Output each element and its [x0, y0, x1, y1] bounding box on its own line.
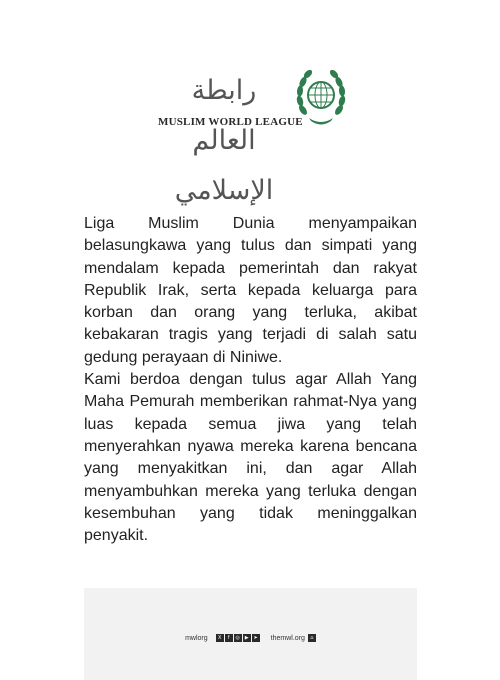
facebook-icon[interactable]: f [225, 634, 233, 642]
mwl-logo [150, 66, 350, 206]
condolence-statement [84, 213, 417, 547]
instagram-icon[interactable]: ◎ [235, 635, 240, 641]
social-icons [216, 634, 261, 642]
x-icon[interactable]: X [216, 634, 224, 642]
home-icon: ⌂ [308, 634, 316, 642]
logo-english-name: MUSLIM WORLD LEAGUE [158, 116, 303, 128]
statement-paragraph-2: Kami berdoa dengan tulus agar Allah Yang Maha Pemurah memberikan rahmat-Nya yang luas kepada semua jiwa yang telah menyerahkan nyawa mereka karena bencana yang menyakitkan ini, dan agar Allah menyambuhkan mereka yang terluka dengan kesembuhan yang tidak meninggalkan penyakit. [84, 371, 417, 545]
logo-arabic-name: رابطة العالم الإسلامي [174, 75, 274, 206]
telegram-icon[interactable]: ➤ [253, 635, 258, 641]
youtube-icon[interactable]: ▶ [243, 634, 251, 642]
globe-wreath-icon [295, 66, 347, 128]
social-handle: mwlorg [185, 634, 208, 642]
footer-bar [84, 588, 417, 680]
website-link[interactable]: themwl.org [270, 634, 305, 642]
footer-links [84, 634, 417, 642]
statement-paragraph-1: Liga Muslim Dunia menyampaikan belasungkawa yang tulus dan simpati yang mendalam kepada pemerintah dan rakyat Republik Irak, serta kepada keluarga para korban dan orang yang terluka, akibat kebakaran tragis yang terjadi di salah satu gedung perayaan di Niniwe. [84, 215, 417, 366]
